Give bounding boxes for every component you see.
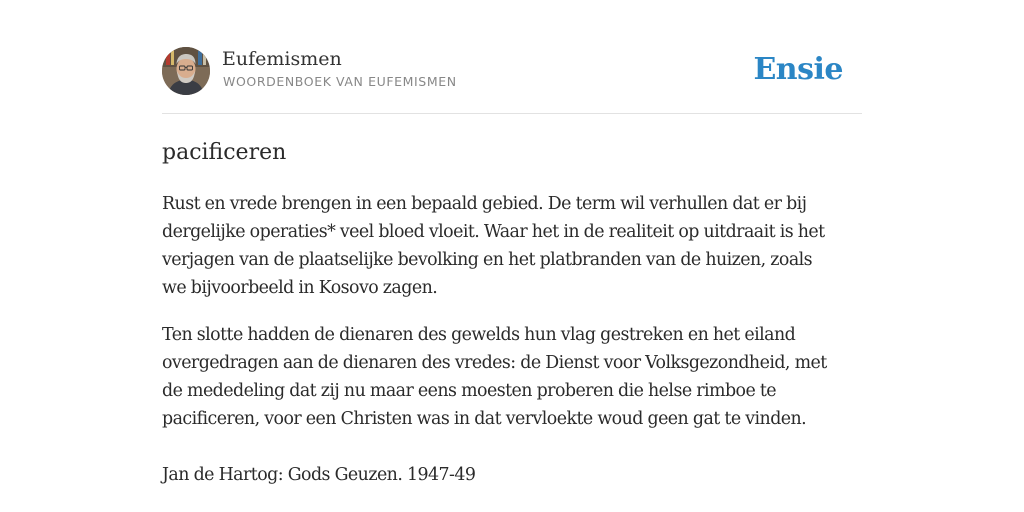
ensie-logo[interactable]: Ensie (753, 52, 843, 87)
author-name[interactable]: Eufemismen (222, 48, 342, 70)
entry-header (162, 46, 862, 114)
author-portrait-icon (162, 47, 210, 95)
entry-card (162, 46, 862, 489)
entry-quote (162, 321, 862, 433)
definition-line: dergelijke operaties* veel bloed vloeit. Waar het in de realiteit op uitdraait is het (162, 222, 825, 242)
quote-line: overgedragen aan de dienaren des vredes: de Dienst voor Volksgezondheid, met (162, 353, 827, 373)
author-avatar[interactable] (162, 47, 210, 95)
author-subtitle[interactable]: WOORDENBOEK VAN EUFEMISMEN (223, 74, 457, 89)
quote-line: de mededeling dat zij nu maar eens moesten proberen die helse rimboe te (162, 381, 777, 401)
quote-source: Jan de Hartog: Gods Geuzen. 1947-49 (162, 465, 476, 485)
quote-line: pacificeren, voor een Christen was in dat vervloekte woud geen gat te vinden. (162, 409, 807, 429)
entry-term: pacificeren (162, 140, 287, 165)
entry-definition (162, 190, 862, 302)
quote-line: Ten slotte hadden de dienaren des gewelds hun vlag gestreken en het eiland (162, 325, 796, 345)
definition-line: Rust en vrede brengen in een bepaald gebied. De term wil verhullen dat er bij (162, 194, 807, 214)
definition-line: we bijvoorbeeld in Kosovo zagen. (162, 278, 438, 298)
definition-line: verjagen van de plaatselijke bevolking en het platbranden van de huizen, zoals (162, 250, 813, 270)
